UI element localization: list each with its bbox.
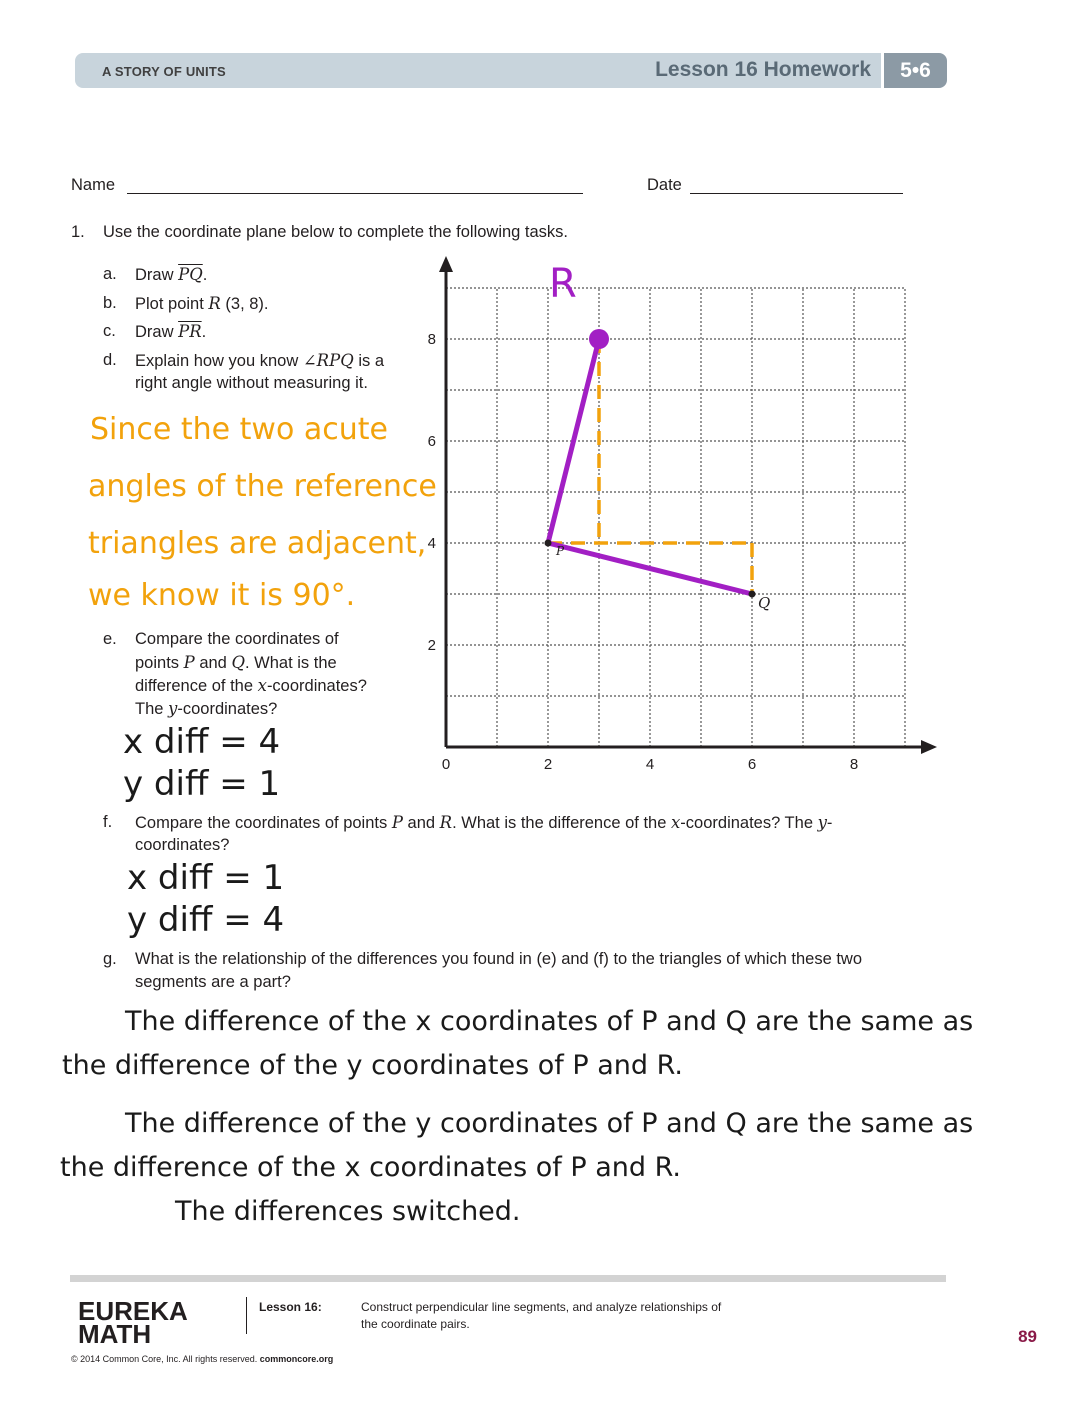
task-d-line1: Explain how you know ∠RPQ is a xyxy=(135,351,385,370)
y-tick-label: 2 xyxy=(427,637,436,654)
answer-e-line1: x diff = 4 xyxy=(123,722,281,762)
task-g-line2: segments are a part? xyxy=(135,973,291,991)
task-b: Plot point R (3, 8). xyxy=(135,294,269,313)
answer-g-line4: the difference of the x coordinates of P and R. xyxy=(60,1152,681,1183)
task-g-line1: What is the relationship of the differences you found in (e) and (f) to the triangles of which these two xyxy=(135,950,863,968)
eureka-math-logo: EUREKA MATH xyxy=(78,1296,188,1349)
task-f-line1: Compare the coordinates of points P and R. What is the difference of the x-coordinates? The y- xyxy=(135,813,833,832)
x-axis-arrow-icon xyxy=(921,740,937,754)
problem-instruction: Use the coordinate plane below to complete the following tasks. xyxy=(103,223,569,241)
answer-d-line4: we know it is 90°. xyxy=(88,578,356,613)
footer-lesson-desc-line1: Construct perpendicular line segments, and analyze relationships of xyxy=(361,1300,722,1314)
answer-g-line1: The difference of the x coordinates of P and Q are the same as xyxy=(125,1006,974,1037)
point-q-label: Q xyxy=(758,594,771,612)
task-e-line1: Compare the coordinates of xyxy=(135,630,339,648)
series-title: A STORY OF UNITS xyxy=(102,64,226,79)
task-b-letter: b. xyxy=(103,294,117,312)
name-field[interactable] xyxy=(127,193,583,194)
footer-separator xyxy=(246,1297,247,1334)
coordinate-plane xyxy=(400,255,940,785)
task-f-line2: coordinates? xyxy=(135,836,230,854)
date-field[interactable] xyxy=(690,193,903,194)
x-tick-label: 0 xyxy=(441,756,451,773)
task-c: Draw $\overline{PR}$. xyxy=(135,322,207,341)
task-d-line2: right angle without measuring it. xyxy=(135,374,368,392)
task-e-line3: difference of the x-coordinates? xyxy=(135,676,367,695)
point-p xyxy=(545,540,552,547)
y-axis-arrow-icon xyxy=(439,256,453,272)
task-e-letter: e. xyxy=(103,630,117,648)
y-tick-label: 8 xyxy=(427,331,436,348)
problem-number: 1. xyxy=(71,223,85,241)
x-tick-label: 2 xyxy=(543,756,553,773)
answer-g-line3: The difference of the y coordinates of P and Q are the same as xyxy=(125,1108,974,1139)
grade-module-badge: 5•6 xyxy=(884,53,947,88)
axes xyxy=(439,256,937,754)
point-r xyxy=(589,329,609,349)
task-f-letter: f. xyxy=(103,813,113,831)
answer-d-line3: triangles are adjacent, xyxy=(88,526,427,561)
lesson-title: Lesson 16 Homework xyxy=(655,58,871,81)
grid-lines xyxy=(446,288,905,747)
task-d-letter: d. xyxy=(103,351,117,369)
x-tick-label: 6 xyxy=(747,756,757,773)
footer-copyright: © 2014 Common Core, Inc. All rights reserved. commoncore.org xyxy=(71,1354,334,1364)
page-header xyxy=(75,53,947,88)
task-e-line2: points P and Q. What is the xyxy=(135,653,337,672)
task-g-letter: g. xyxy=(103,950,117,968)
task-c-letter: c. xyxy=(103,322,116,340)
footer-lesson-label: Lesson 16: xyxy=(259,1300,322,1314)
answer-g-line2: the difference of the y coordinates of P and R. xyxy=(62,1050,683,1081)
point-q xyxy=(749,591,756,598)
y-tick-label: 4 xyxy=(427,535,436,552)
answer-g-line5: The differences switched. xyxy=(175,1196,521,1227)
point-r-label: R xyxy=(549,261,577,307)
answer-d-line1: Since the two acute xyxy=(90,412,388,447)
x-tick-label: 8 xyxy=(849,756,859,773)
task-a-letter: a. xyxy=(103,265,117,283)
x-tick-label: 4 xyxy=(645,756,655,773)
answer-d-line2: angles of the reference xyxy=(88,469,437,504)
task-e-line4: The y-coordinates? xyxy=(135,699,278,718)
page-number: 89 xyxy=(1018,1327,1037,1346)
answer-e-line2: y diff = 1 xyxy=(123,764,281,804)
tick-labels xyxy=(428,331,859,773)
task-a: Draw $\overline{PQ}$. xyxy=(135,265,208,284)
point-p-label: P xyxy=(556,544,565,558)
answer-f-line2: y diff = 4 xyxy=(127,900,285,940)
date-label: Date xyxy=(647,176,682,194)
y-tick-label: 6 xyxy=(427,433,436,450)
points xyxy=(545,261,771,612)
footer-rule xyxy=(70,1275,946,1282)
footer-lesson-desc-line2: the coordinate pairs. xyxy=(361,1317,470,1331)
name-label: Name xyxy=(71,176,116,194)
answer-f-line1: x diff = 1 xyxy=(127,858,285,898)
